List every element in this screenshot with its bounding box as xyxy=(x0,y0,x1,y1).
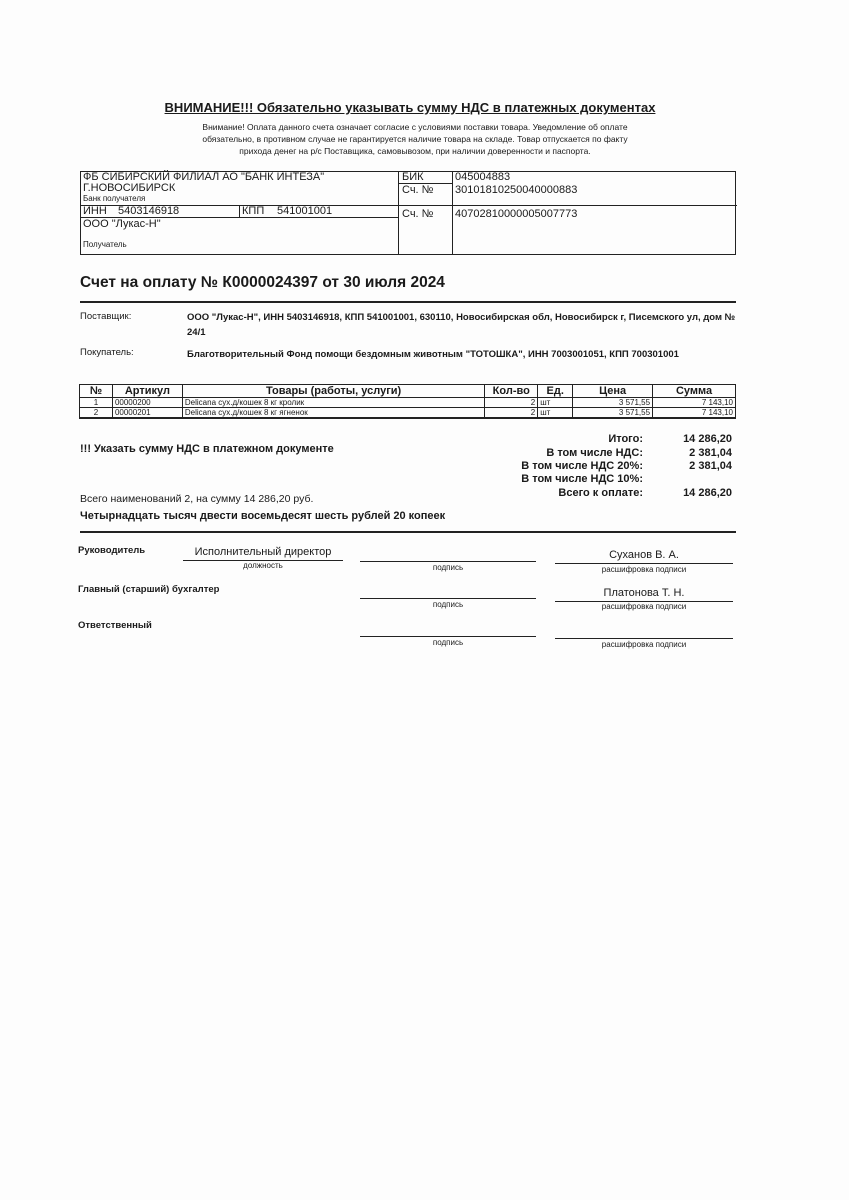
accountant-label: Главный (старший) бухгалтер xyxy=(78,584,220,595)
vat-total-value: 2 381,04 xyxy=(689,447,732,459)
notice-text xyxy=(170,121,660,157)
recipient-name: ООО "Лукас-Н" xyxy=(83,218,161,230)
bank-name: ФБ СИБИРСКИЙ ФИЛИАЛ АО "БАНК ИНТЕЗА" xyxy=(83,171,325,183)
director-name: Суханов В. А. xyxy=(609,549,679,561)
amount-in-words: Четырнадцать тысяч двести восемьдесят шесть рублей 20 копеек xyxy=(80,510,446,522)
accountant-signature-line xyxy=(360,598,536,599)
bik-value: 045004883 xyxy=(455,171,511,183)
responsible-label: Ответственный xyxy=(78,620,152,631)
total-value: 14 286,20 xyxy=(683,433,732,445)
director-position: Исполнительный директор xyxy=(194,546,332,558)
header-article: Артикул xyxy=(112,385,182,398)
grand-total-value: 14 286,20 xyxy=(683,487,732,499)
decode-caption: расшифровка подписи xyxy=(601,602,687,611)
vat10-label: В том числе НДС 10%: xyxy=(521,473,643,485)
position-caption: должность xyxy=(243,561,283,570)
account-label: Сч. № xyxy=(402,208,434,220)
row-goods: Delicana сух.д/кошек 8 кг ягненок xyxy=(182,408,484,419)
responsible-signature-line xyxy=(360,636,536,637)
notice-line: прихода денег на р/с Поставщика, самовывозом, при наличии доверенности и паспорта. xyxy=(239,146,591,156)
header-goods: Товары (работы, услуги) xyxy=(182,385,484,398)
row-number: 1 xyxy=(80,398,113,408)
vat-total-label: В том числе НДС: xyxy=(546,447,643,459)
kpp-value: 541001001 xyxy=(277,205,333,217)
title-divider xyxy=(80,301,736,303)
director-decode-line xyxy=(555,563,733,564)
inn-value: 5403146918 xyxy=(118,205,180,217)
words-divider xyxy=(80,531,736,533)
table-header-row xyxy=(80,385,736,398)
row-price: 3 571,55 xyxy=(573,398,653,408)
notice-line: обязательно, в противном случае не гарантируется наличие товара на складе. Товар отпускается по факту xyxy=(202,134,628,144)
decode-caption: расшифровка подписи xyxy=(601,640,687,649)
buyer-label: Покупатель: xyxy=(80,347,134,358)
signature-caption: подпись xyxy=(432,600,464,609)
kpp-label: КПП xyxy=(242,205,265,217)
row-sum: 7 143,10 xyxy=(653,398,736,408)
bank-caption: Банк получателя xyxy=(83,194,146,203)
director-signature-line xyxy=(360,561,536,562)
row-article: 00000201 xyxy=(112,408,182,419)
vat20-label: В том числе НДС 20%: xyxy=(521,460,643,472)
header-price: Цена xyxy=(573,385,653,398)
corr-account-value: 30101810250040000883 xyxy=(455,184,578,196)
signature-caption: подпись xyxy=(432,563,464,572)
items-summary: Всего наименований 2, на сумму 14 286,20 руб. xyxy=(80,493,314,505)
bank-details xyxy=(80,171,736,255)
total-label: Итого: xyxy=(608,433,643,445)
table-row xyxy=(80,408,736,419)
header-sum: Сумма xyxy=(653,385,736,398)
decode-caption: расшифровка подписи xyxy=(601,565,687,574)
row-article: 00000200 xyxy=(112,398,182,408)
corr-account-label: Сч. № xyxy=(402,184,434,196)
account-value: 40702810000005007773 xyxy=(455,208,578,220)
row-sum: 7 143,10 xyxy=(653,408,736,419)
bik-label: БИК xyxy=(402,171,424,183)
row-number: 2 xyxy=(80,408,113,419)
items-table xyxy=(79,384,736,419)
buyer-text: Благотворительный Фонд помощи бездомным животным "ТОТОШКА", ИНН 7003001051, КПП 700301001 xyxy=(187,349,679,360)
row-price: 3 571,55 xyxy=(573,408,653,419)
bank-city: Г.НОВОСИБИРСК xyxy=(83,182,176,194)
vat-note: !!! Указать сумму НДС в платежном документе xyxy=(80,443,334,455)
director-label: Руководитель xyxy=(78,545,146,556)
vat20-value: 2 381,04 xyxy=(689,460,732,472)
grand-total-label: Всего к оплате: xyxy=(558,487,643,499)
header-number: № xyxy=(80,385,113,398)
row-unit: шт xyxy=(538,398,573,408)
supplier-text: ООО "Лукас-Н", ИНН 5403146918, КПП 541001001, 630110, Новосибирская обл, Новосибирск г, Писемского ул, дом № 24/1 xyxy=(187,312,736,338)
header-unit: Ед. xyxy=(538,385,573,398)
row-unit: шт xyxy=(538,408,573,419)
header-quantity: Кол-во xyxy=(485,385,538,398)
notice-line: Внимание! Оплата данного счета означает согласие с условиями поставки товара. Уведомление об оплате xyxy=(202,122,628,132)
row-quantity: 2 xyxy=(485,408,538,419)
signature-caption: подпись xyxy=(432,638,464,647)
notice-title: ВНИМАНИЕ!!! Обязательно указывать сумму НДС в платежных документах xyxy=(164,100,656,115)
responsible-decode-line xyxy=(555,638,733,639)
row-quantity: 2 xyxy=(485,398,538,408)
supplier-label: Поставщик: xyxy=(80,311,132,322)
table-row xyxy=(80,398,736,408)
inn-label: ИНН xyxy=(83,205,107,217)
invoice-title: Счет на оплату № К0000024397 от 30 июля 2024 xyxy=(80,274,445,291)
row-goods: Delicana сух.д/кошек 8 кг кролик xyxy=(182,398,484,408)
recipient-caption: Получатель xyxy=(83,240,127,249)
accountant-name: Платонова Т. Н. xyxy=(603,587,685,599)
